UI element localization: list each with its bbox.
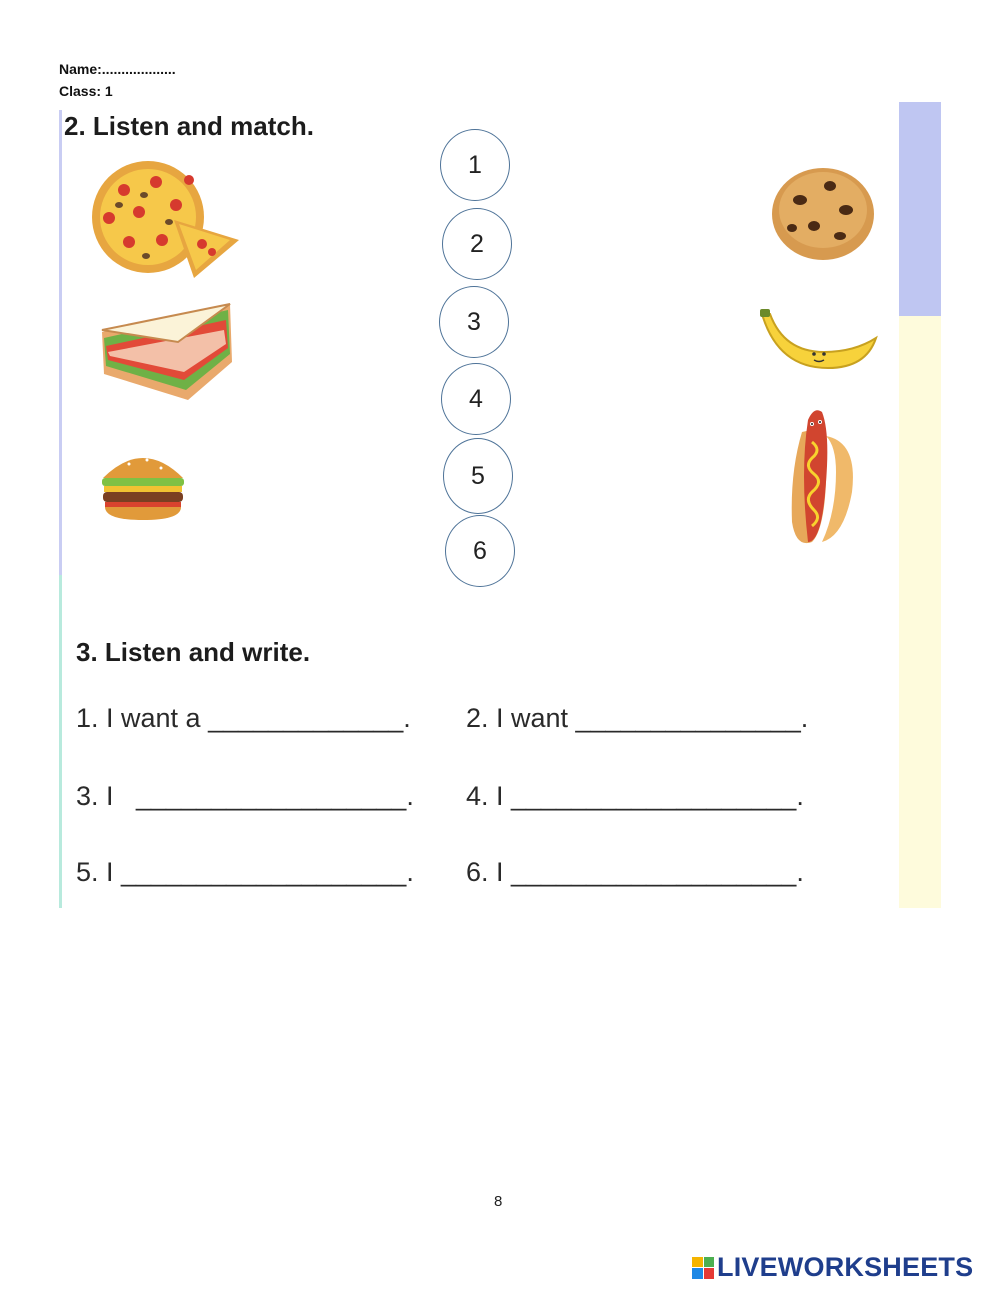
cookie-image[interactable]: [770, 166, 876, 262]
sandwich-image[interactable]: [98, 302, 236, 402]
right-decor-band-top: [899, 102, 941, 316]
page-number: 8: [494, 1193, 503, 1210]
match-number-1[interactable]: [440, 129, 510, 201]
right-decor-band-bottom: [899, 316, 941, 908]
brand-name: LIVEWORKSHEETS: [717, 1252, 974, 1282]
match-number-label: 5: [471, 461, 485, 490]
match-number-label: 2: [470, 229, 484, 258]
write-sentence-6[interactable]: 6. I ___________________.: [466, 857, 804, 887]
match-number-label: 4: [469, 384, 483, 413]
write-sentence-2[interactable]: 2. I want _______________.: [466, 703, 809, 733]
match-number-3[interactable]: [439, 286, 509, 358]
write-sentence-5[interactable]: 5. I ___________________.: [76, 857, 414, 887]
liveworksheets-logo[interactable]: [692, 1252, 973, 1283]
write-sentence-3[interactable]: 3. I __________________.: [76, 781, 414, 811]
section-3-title: 3. Listen and write.: [76, 637, 311, 667]
banana-image[interactable]: [758, 308, 880, 374]
match-number-2[interactable]: [442, 208, 512, 280]
class-line: Class: 1: [59, 83, 113, 99]
write-sentence-4[interactable]: 4. I ___________________.: [466, 781, 804, 811]
write-sentence-1[interactable]: 1. I want a _____________.: [76, 703, 411, 733]
match-number-label: 6: [473, 536, 487, 565]
pizza-image[interactable]: [84, 160, 244, 282]
match-number-6[interactable]: [445, 515, 515, 587]
match-number-label: 1: [468, 150, 482, 179]
match-number-5[interactable]: [443, 438, 513, 514]
section-2-title: 2. Listen and match.: [64, 111, 314, 141]
burger-image[interactable]: [99, 448, 187, 520]
hot-dog-image[interactable]: [782, 402, 858, 548]
match-number-label: 3: [467, 307, 481, 336]
liveworksheets-logo-icon: [692, 1257, 714, 1279]
name-line: Name:...................: [59, 61, 176, 77]
match-number-4[interactable]: [441, 363, 511, 435]
left-decor-line-top: [59, 110, 62, 575]
left-decor-line-bottom: [59, 575, 62, 908]
